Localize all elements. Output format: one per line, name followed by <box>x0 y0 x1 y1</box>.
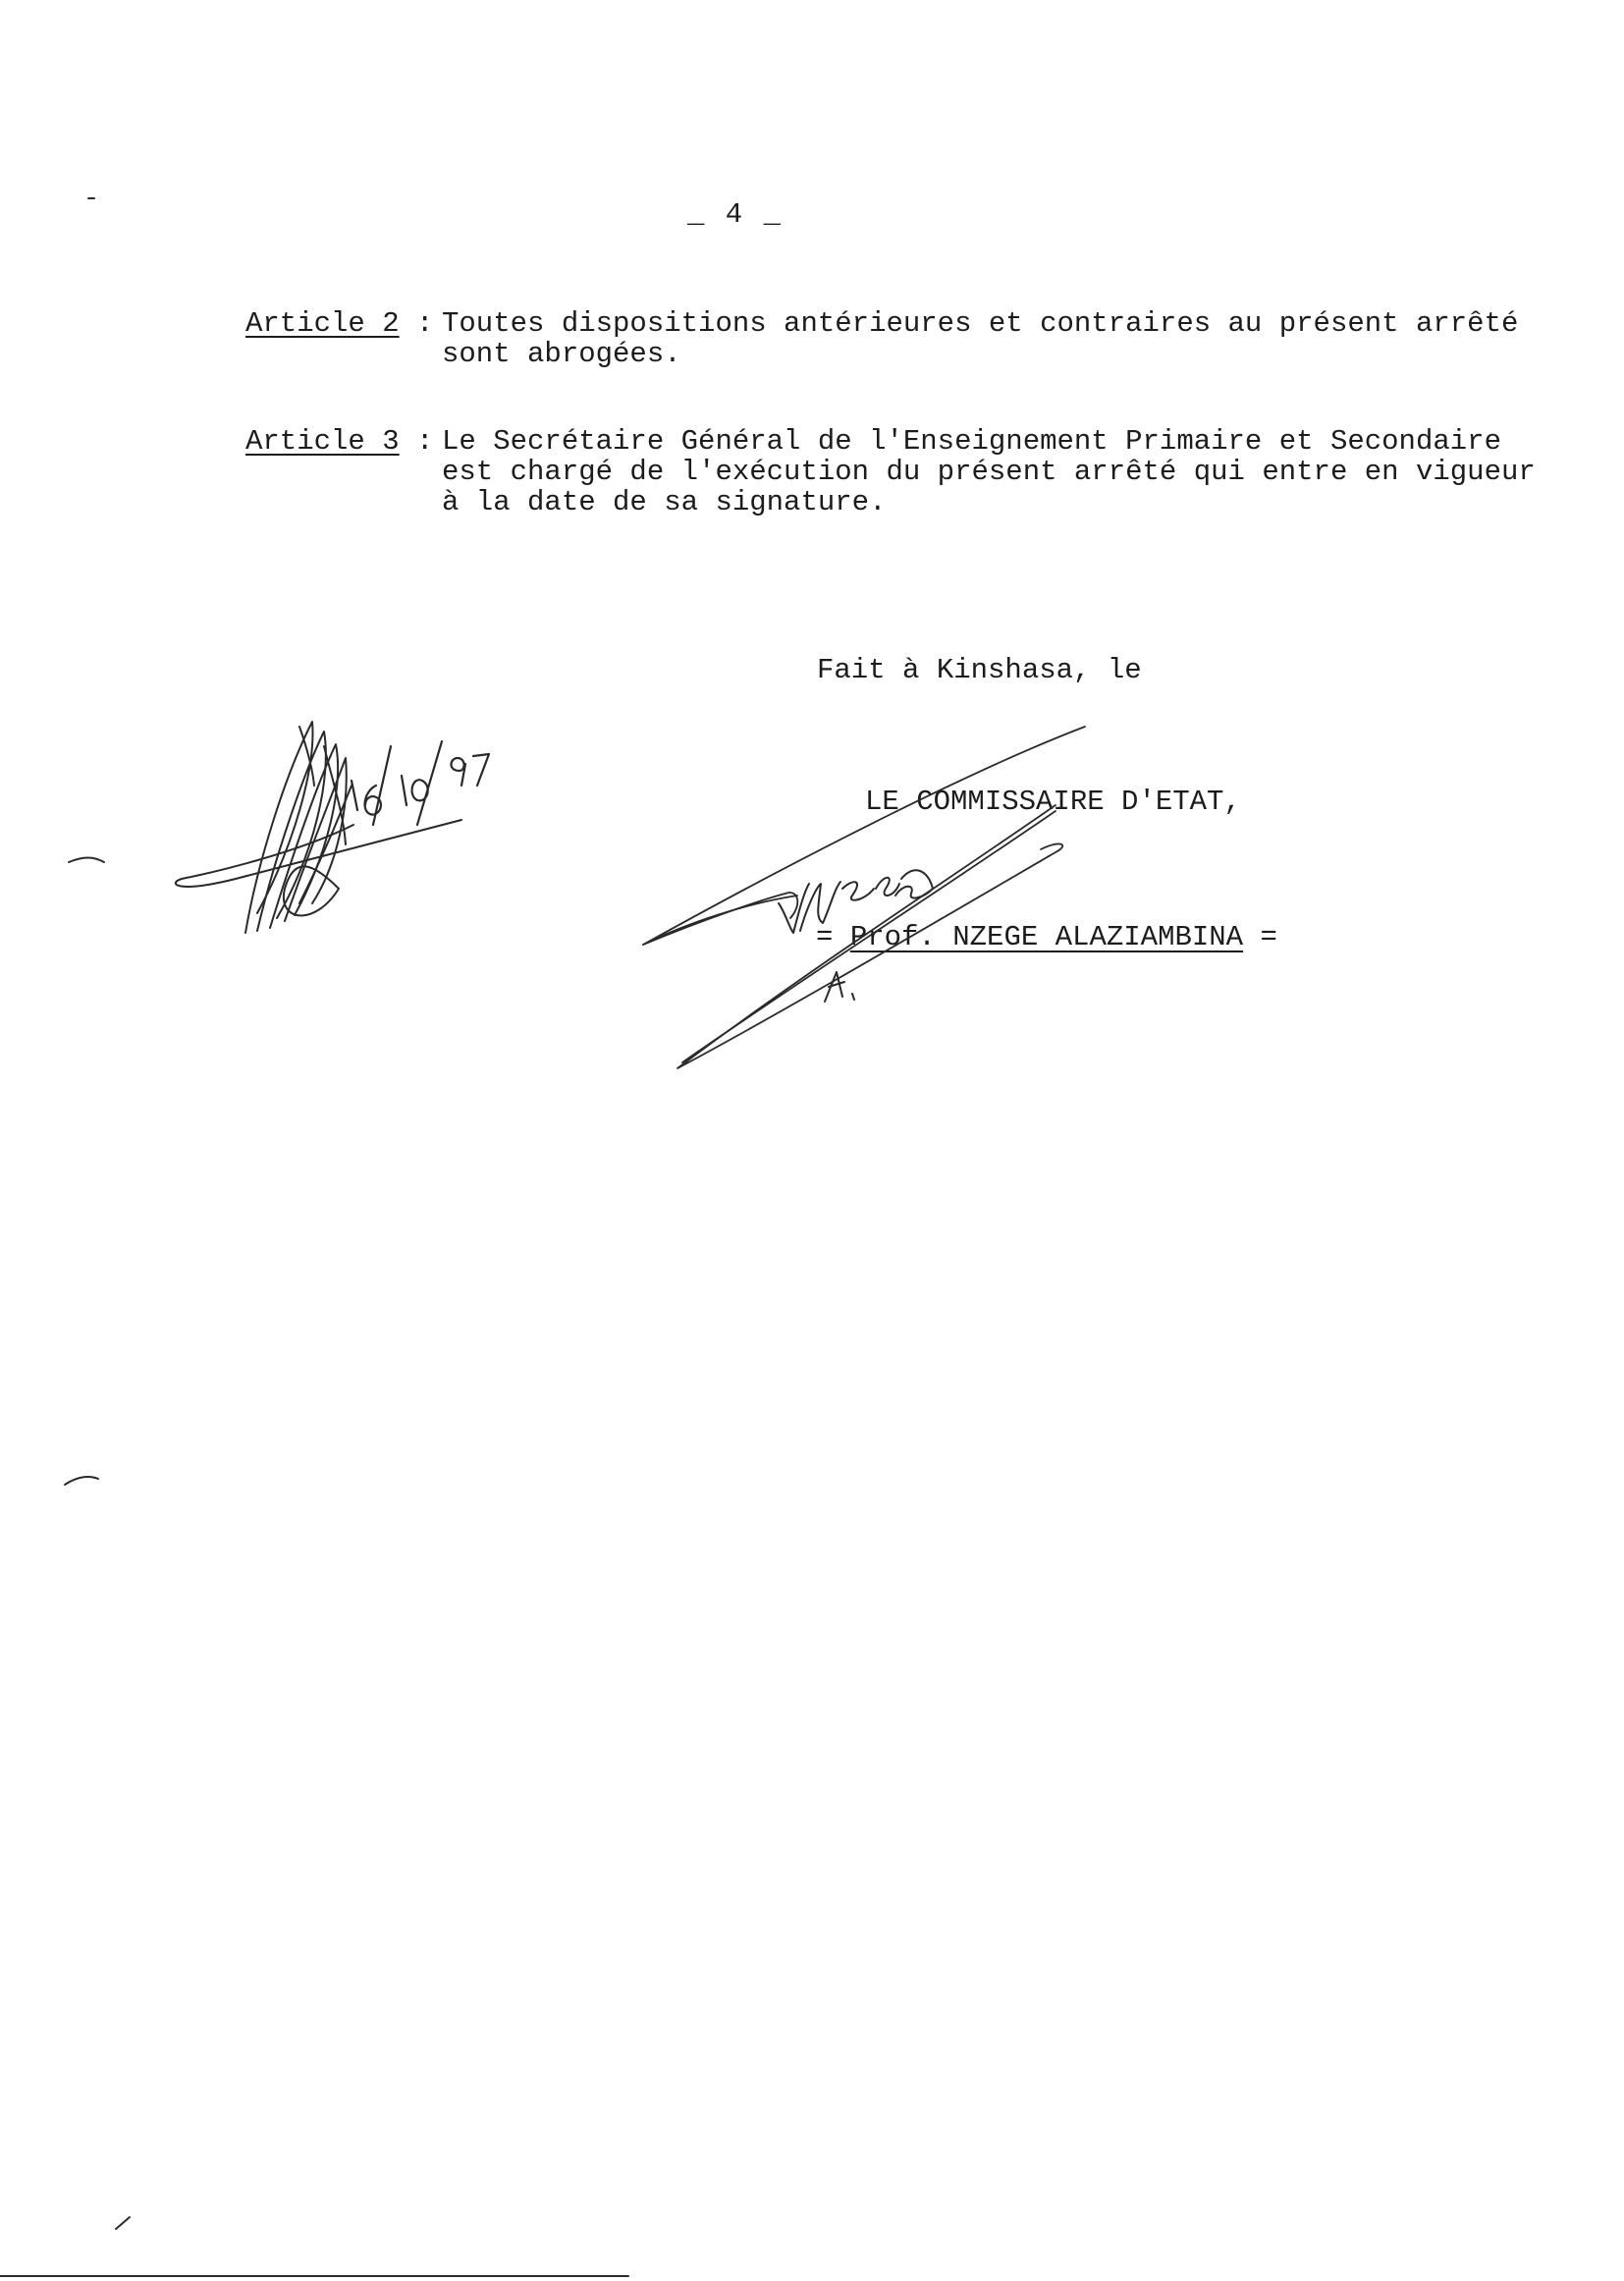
article-body <box>442 308 1624 369</box>
signer-name-line <box>816 921 1277 953</box>
article-separator: : <box>416 307 434 340</box>
article-line: sont abrogées. <box>442 338 681 370</box>
article-label-text: Article 2 <box>245 307 400 340</box>
article-label <box>245 426 433 457</box>
article-separator: : <box>416 425 434 458</box>
place-date: Fait à Kinshasa, le <box>817 654 1142 686</box>
article-label-text: Article 3 <box>245 425 400 458</box>
margin-handwritten-date <box>352 741 489 825</box>
article-body <box>442 426 1624 517</box>
signer-title: LE COMMISSAIRE D'ETAT, <box>865 786 1241 818</box>
page-number: _ 4 _ <box>687 198 784 231</box>
name-prefix: = <box>816 921 850 953</box>
signer-name: Prof. NZEGE ALAZIAMBINA <box>849 921 1244 953</box>
signer-initial <box>825 972 854 1002</box>
article-label <box>245 308 433 339</box>
name-suffix: = <box>1243 921 1277 953</box>
margin-initials-signature <box>176 722 461 933</box>
article-line: Toutes dispositions antérieures et contraires au présent arrêté <box>442 307 1519 340</box>
article-line: est chargé de l'exécution du présent arrêté qui entre en vigueur <box>442 456 1536 488</box>
article-line: Le Secrétaire Général de l'Enseignement Primaire et Secondaire <box>442 425 1501 458</box>
signature-paraph <box>643 727 1085 1068</box>
article-line: à la date de sa signature. <box>442 486 887 518</box>
